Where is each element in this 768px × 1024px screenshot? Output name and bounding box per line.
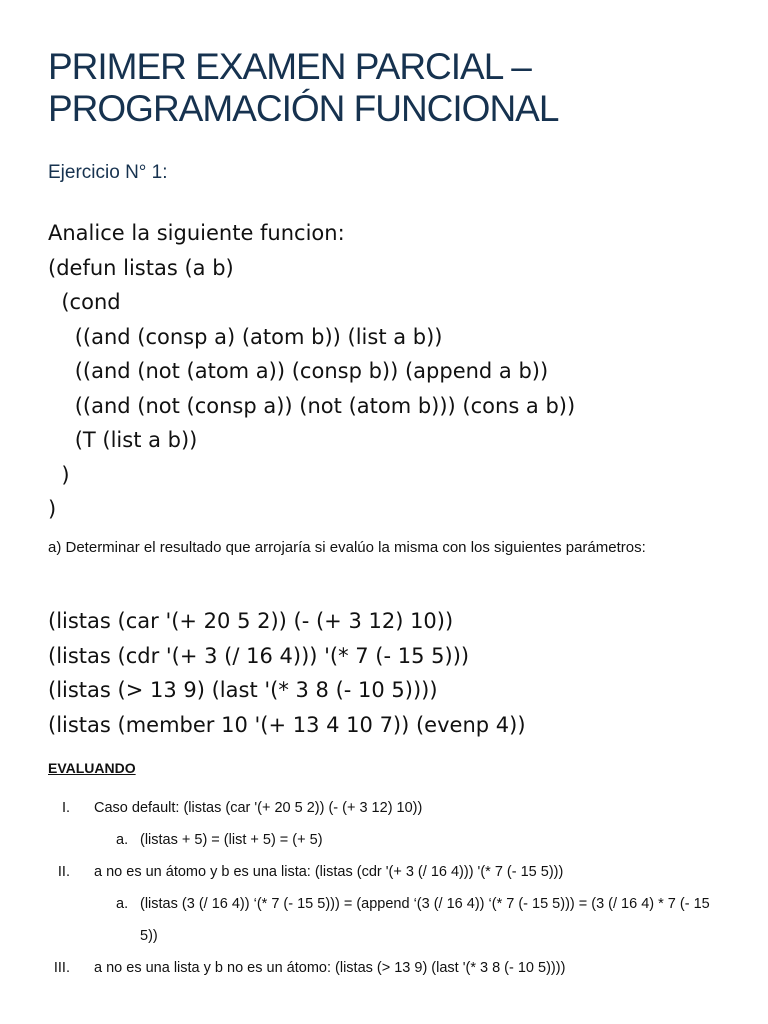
list-item	[48, 856, 728, 888]
title-line-2: PROGRAMACIÓN FUNCIONAL	[48, 88, 559, 129]
list-number: I.	[61, 800, 70, 816]
code-line: )	[48, 497, 57, 521]
evaluation-list	[48, 792, 728, 984]
page-title	[48, 46, 738, 130]
list-subitem	[48, 888, 728, 952]
list-number: II.	[57, 864, 70, 880]
parameter-list	[48, 604, 738, 742]
list-number: a.	[116, 896, 129, 912]
list-subitem	[48, 824, 728, 856]
code-line: (T (list a b))	[48, 428, 198, 452]
list-text: (listas (3 (/ 16 4)) ‘(* 7 (- 15 5))) = (append ‘(3 (/ 16 4)) ‘(* 7 (- 15 5))) = (3 (/ 16 4) * 7 (- 15 5))	[140, 896, 710, 944]
code-block	[48, 216, 738, 527]
parameter-expression: (listas (> 13 9) (last '(* 3 8 (- 10 5))))	[48, 678, 438, 702]
parameter-expression: (listas (car '(+ 20 5 2)) (- (+ 3 12) 10))	[48, 609, 454, 633]
list-item	[48, 792, 728, 824]
list-number: a.	[116, 832, 129, 848]
list-text: a no es una lista y b no es un átomo: (listas (> 13 9) (last '(* 3 8 (- 10 5))))	[94, 960, 566, 976]
code-line: ((and (not (atom a)) (consp b)) (append a b))	[48, 359, 549, 383]
code-line: )	[48, 462, 70, 487]
title-line-1: PRIMER EXAMEN PARCIAL –	[48, 46, 531, 87]
list-text: (listas + 5) = (list + 5) = (+ 5)	[140, 832, 323, 848]
exercise-heading: Ejercicio N° 1:	[48, 162, 168, 183]
parameter-expression: (listas (cdr '(+ 3 (/ 16 4))) '(* 7 (- 15 5)))	[48, 643, 470, 668]
evaluation-heading: EVALUANDO	[48, 760, 136, 776]
list-text: Caso default: (listas (car '(+ 20 5 2)) (- (+ 3 12) 10))	[94, 800, 423, 816]
list-text: a no es un átomo y b es una lista: (listas (cdr '(+ 3 (/ 16 4))) '(* 7 (- 15 5)))	[94, 864, 564, 880]
code-line: ((and (not (consp a)) (not (atom b))) (cons a b))	[48, 393, 576, 418]
code-line: Analice la siguiente funcion:	[48, 221, 345, 245]
question-prompt: a) Determinar el resultado que arrojaría si evalúo la misma con los siguientes parámetros:	[48, 539, 646, 556]
code-line: (defun listas (a b)	[48, 255, 234, 280]
list-number: III.	[53, 960, 70, 976]
list-item	[48, 952, 728, 984]
code-line: ((and (consp a) (atom b)) (list a b))	[48, 324, 443, 349]
code-line: (cond	[48, 290, 121, 314]
parameter-expression: (listas (member 10 '(+ 13 4 10 7)) (evenp 4))	[48, 712, 526, 737]
